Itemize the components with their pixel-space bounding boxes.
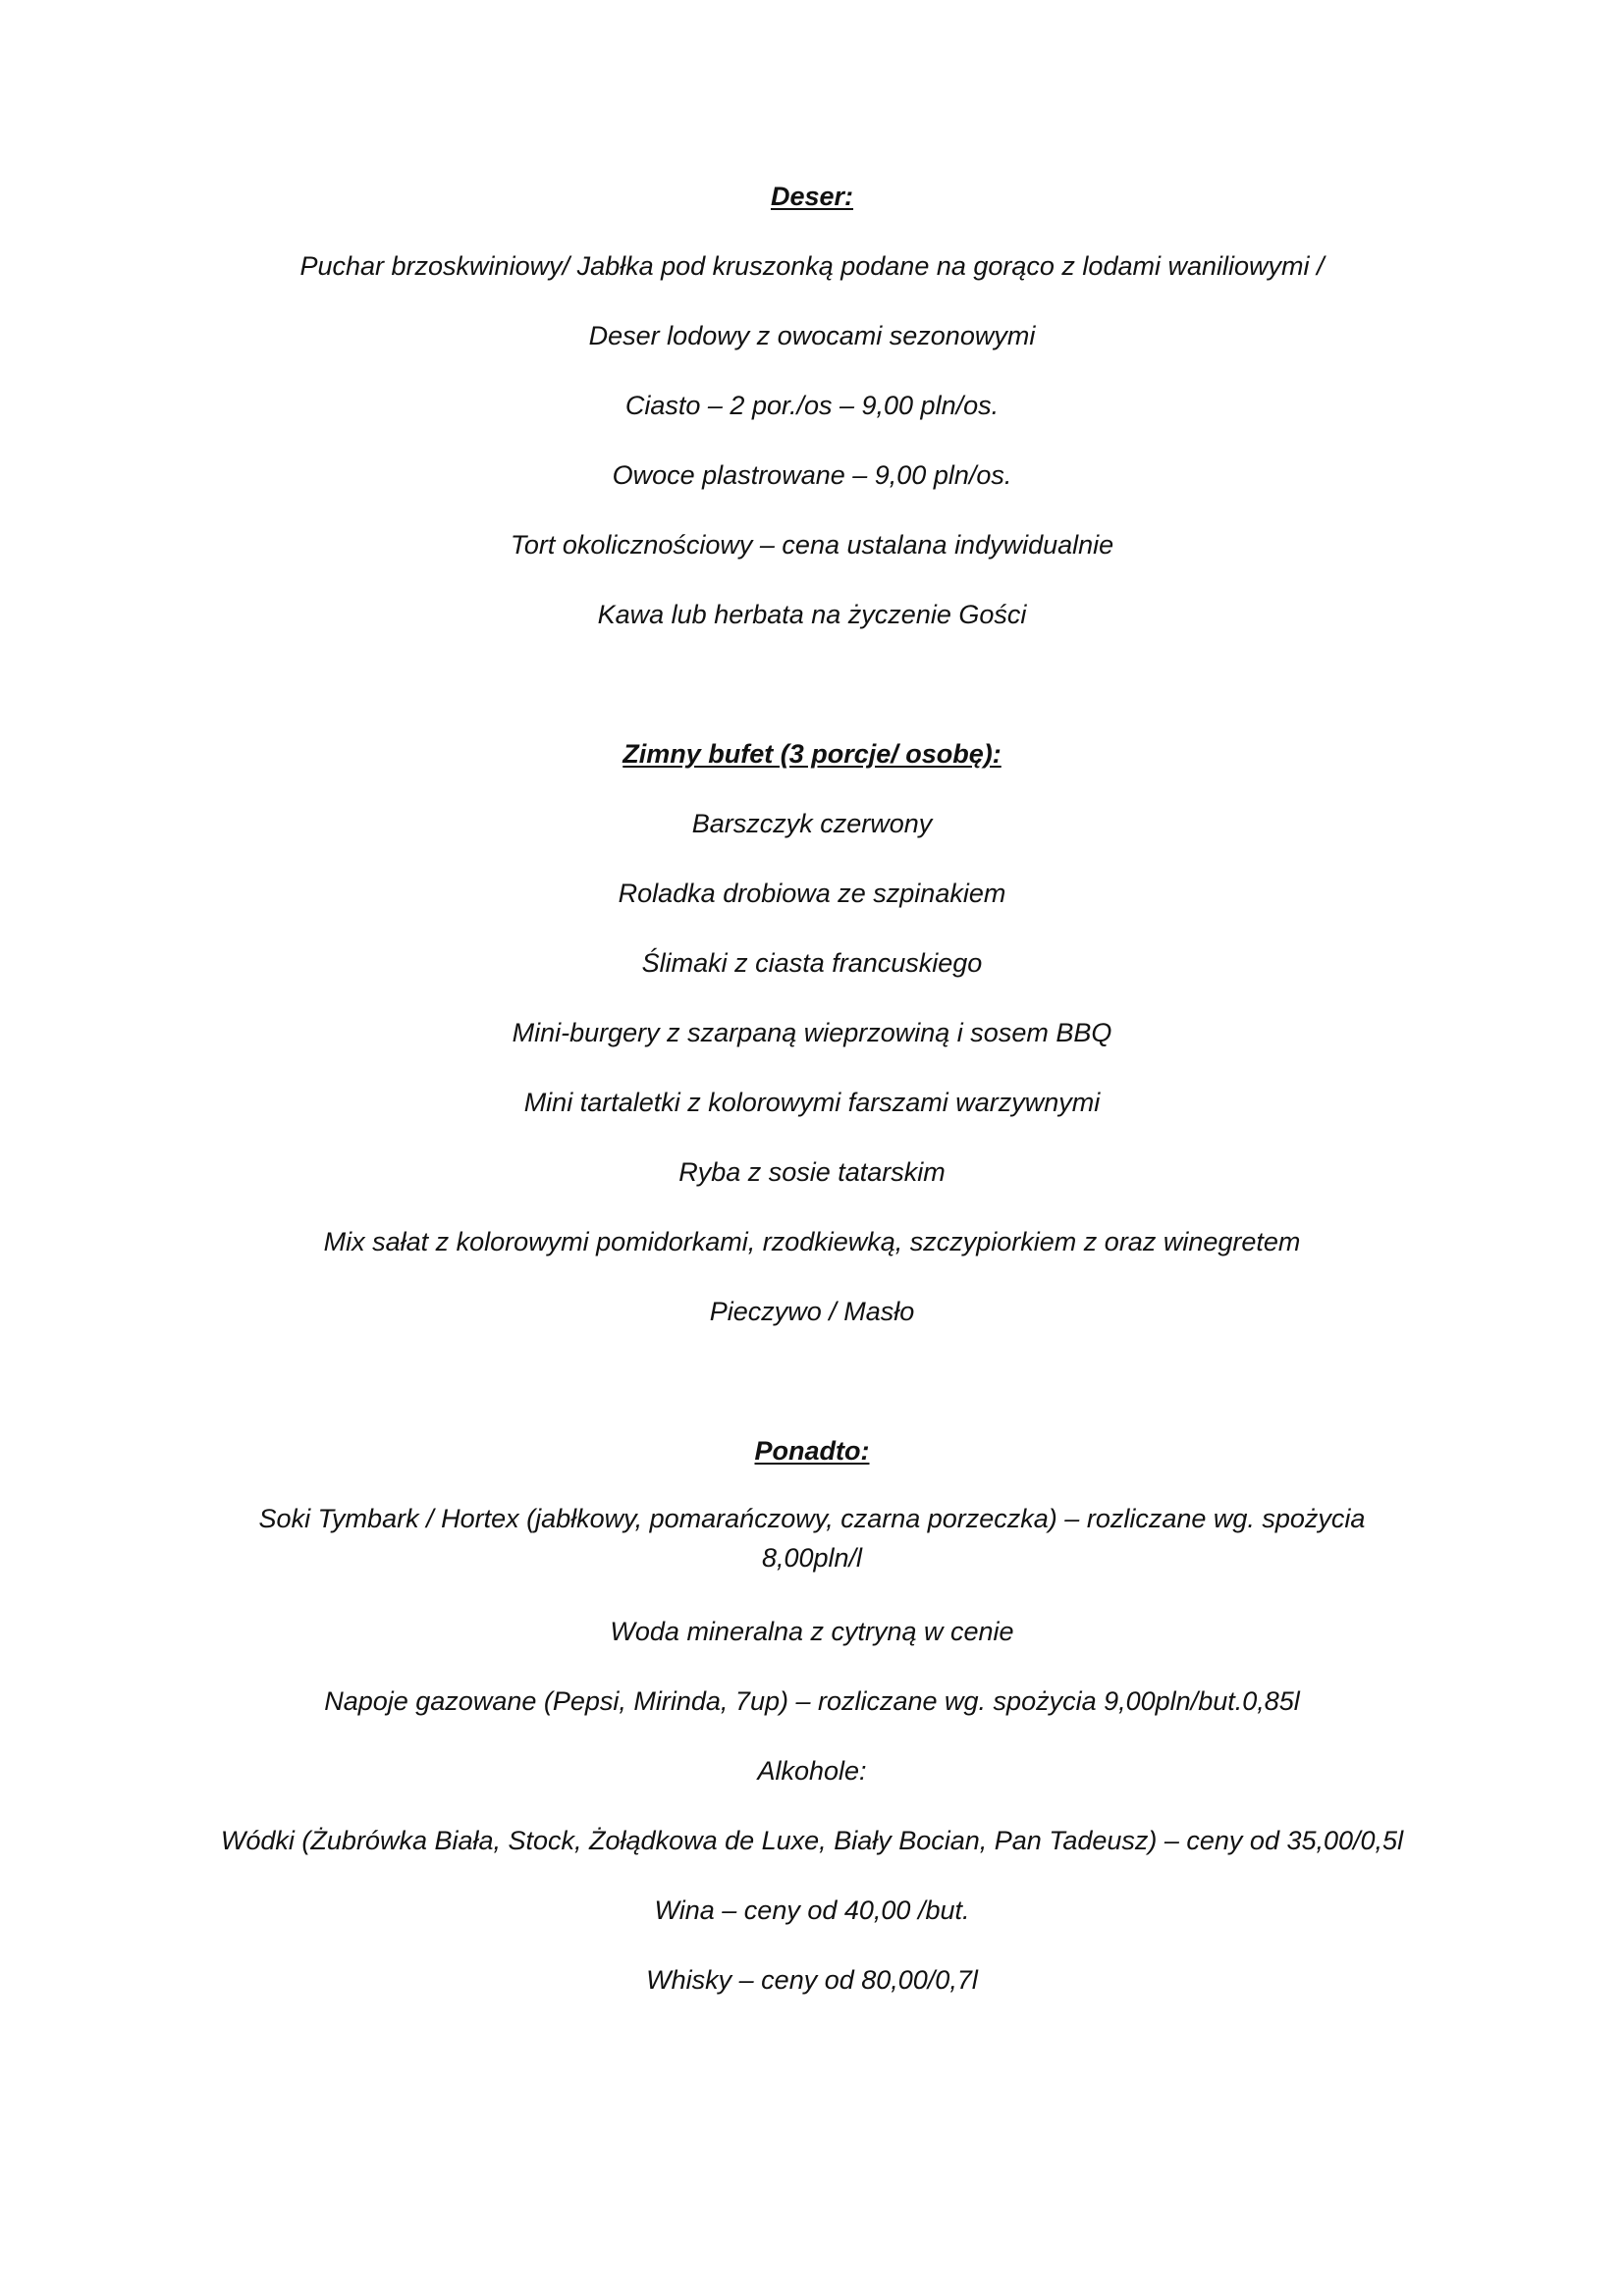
dessert-item: Owoce plastrowane – 9,00 pln/os.: [612, 460, 1012, 490]
additionally-item: Alkohole:: [757, 1756, 867, 1786]
dessert-item: Deser lodowy z owocami sezonowymi: [588, 321, 1036, 350]
dessert-item: Puchar brzoskwiniowy/ Jabłka pod kruszonką podane na gorąco z lodami waniliowymi /: [299, 251, 1325, 281]
cold-buffet-item: Mini-burgery z szarpaną wieprzowiną i sosem BBQ: [512, 1018, 1112, 1047]
additionally-item: Woda mineralna z cytryną w cenie: [610, 1617, 1014, 1646]
additionally-item: Soki Tymbark / Hortex (jabłkowy, pomarańczowy, czarna porzeczka) – rozliczane wg. spożycia 8,00pln/l: [258, 1504, 1366, 1573]
cold-buffet-item: Roladka drobiowa ze szpinakiem: [618, 879, 1006, 908]
cold-buffet-item: Pieczywo / Masło: [709, 1297, 915, 1326]
cold-buffet-item: Ryba z sosie tatarskim: [678, 1157, 946, 1187]
additionally-item: Wódki (Żubrówka Biała, Stock, Żołądkowa de Luxe, Biały Bocian, Pan Tadeusz) – ceny od 35,00/0,5l: [220, 1826, 1404, 1855]
additionally-item: Napoje gazowane (Pepsi, Mirinda, 7up) – rozliczane wg. spożycia 9,00pln/but.0,85l: [324, 1686, 1300, 1716]
additionally-heading: Ponadto:: [754, 1436, 870, 1466]
cold-buffet-item: Mini tartaletki z kolorowymi farszami warzywnymi: [523, 1088, 1101, 1117]
cold-buffet-item: Ślimaki z ciasta francuskiego: [641, 948, 983, 978]
additionally-item: Whisky – ceny od 80,00/0,7l: [646, 1965, 978, 1995]
dessert-item: Kawa lub herbata na życzenie Gości: [597, 600, 1027, 629]
dessert-heading: Deser:: [770, 182, 854, 211]
cold-buffet-item: Mix sałat z kolorowymi pomidorkami, rzodkiewką, szczypiorkiem z oraz winegretem: [323, 1227, 1301, 1256]
cold-buffet-item: Barszczyk czerwony: [691, 809, 933, 838]
dessert-item: Ciasto – 2 por./os – 9,00 pln/os.: [624, 391, 1000, 420]
cold-buffet-heading: Zimny bufet (3 porcje/ osobę):: [623, 739, 1001, 769]
dessert-item: Tort okolicznościowy – cena ustalana indywidualnie: [510, 530, 1114, 560]
additionally-item: Wina – ceny od 40,00 /but.: [654, 1896, 970, 1925]
